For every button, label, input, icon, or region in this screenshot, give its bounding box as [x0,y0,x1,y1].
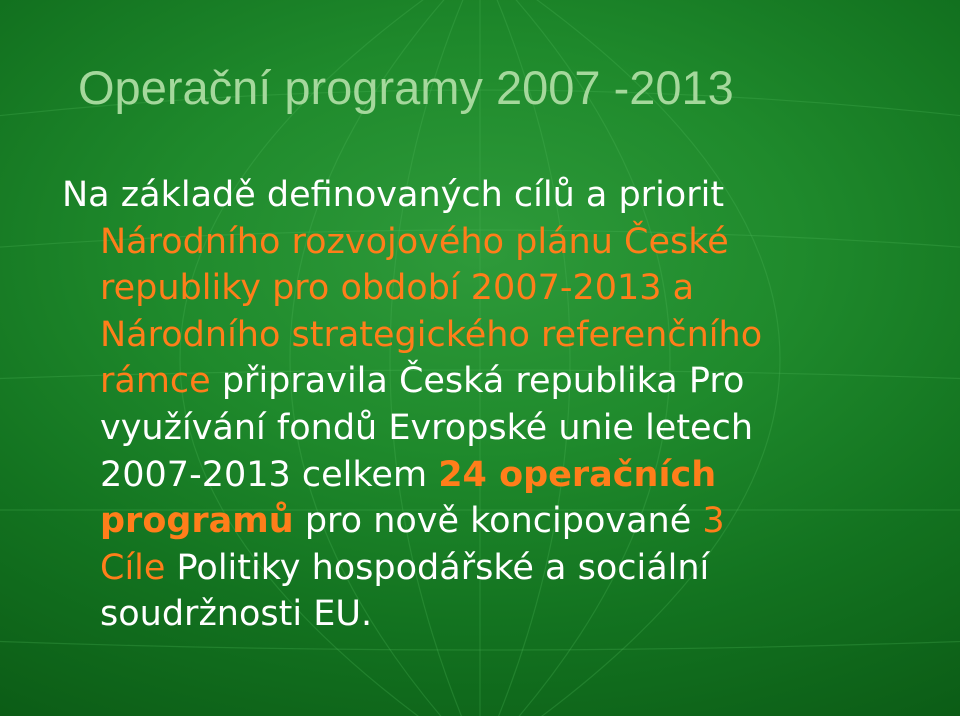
body-line-7-text: 2007-2013 celkem [100,454,439,495]
body-line-10: soudržnosti EU. [100,594,373,635]
body-line-5 [62,358,942,405]
body-line-5-highlight: rámce [100,361,211,402]
body-line-4: Národního strategického referenčního [100,314,763,355]
body-line-7 [62,452,942,499]
body-line-1: Na základě definovaných cílů a priorit [62,175,725,215]
body-line-2: Národního rozvojového plánu České [100,221,729,262]
body-line-9-text: Politiky hospodářské a sociální [165,547,710,588]
body-line-8-highlight: programů [100,501,294,542]
slide-title: Operační programy 2007 -2013 [78,61,734,114]
body-line-9 [62,545,942,592]
body-line-8 [62,498,942,545]
body-line-9-highlight: Cíle [100,547,166,588]
body-line-8-number: 3 [702,501,725,542]
body-line-5-text: připravila Česká republika Pro [210,361,745,402]
body-line-3: republiky pro období 2007-2013 a [100,268,695,309]
body-line-6: využívání fondů Evropské unie letech [100,407,754,448]
body-line-8-text: pro nově koncipované [293,501,703,542]
slide-body [62,172,942,638]
body-line-7-highlight: 24 operačních [438,454,717,495]
